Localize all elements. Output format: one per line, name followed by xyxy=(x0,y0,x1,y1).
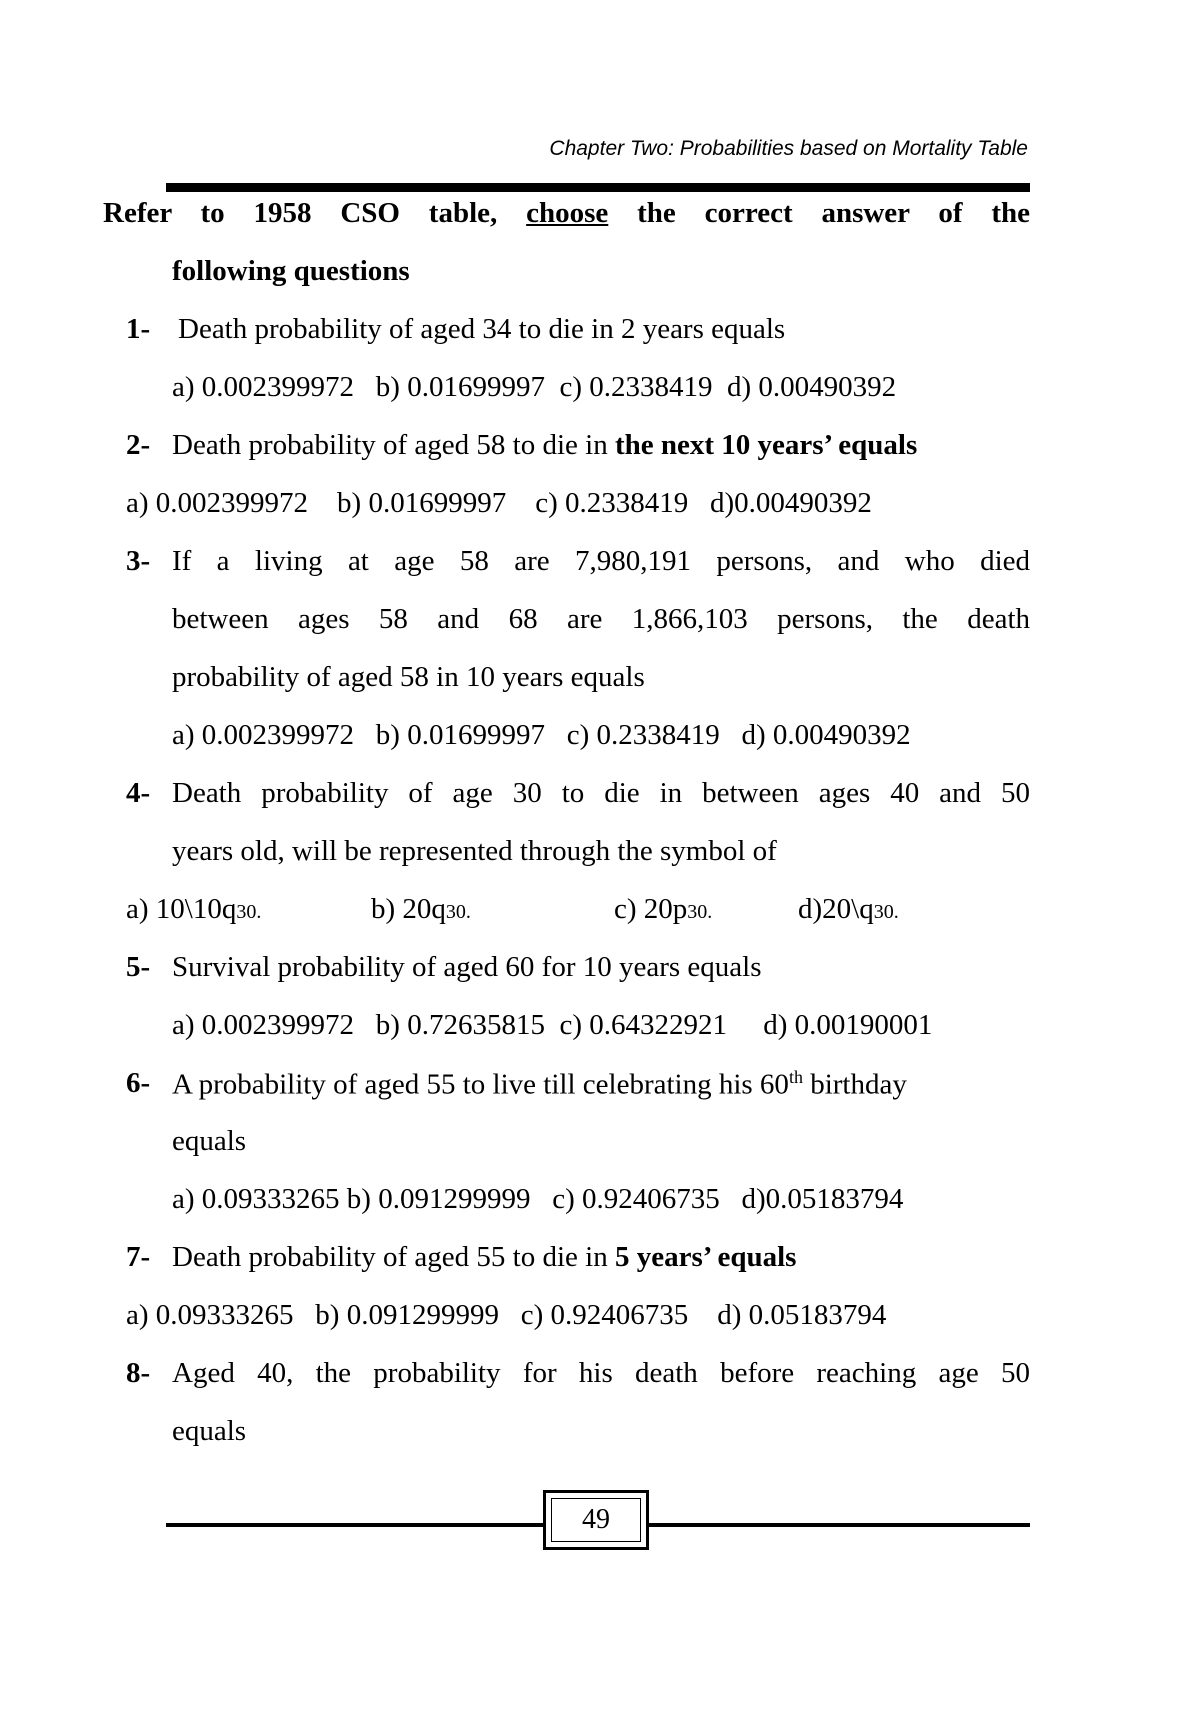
question-number: 3- xyxy=(126,545,151,577)
intro-line-2: following questions xyxy=(172,255,410,287)
answer-options xyxy=(126,1300,886,1332)
option-d: d)0.00490392 xyxy=(709,487,872,519)
page-number: 49 xyxy=(551,1498,641,1542)
option-a: a) 10\10q30. xyxy=(126,893,262,925)
question-text-line-1: If a living at age 58 are 7,980,191 persons, and who died xyxy=(172,545,1030,577)
question-text-line-1 xyxy=(172,1068,907,1102)
question-text-part: Death probability of aged 55 to die in xyxy=(172,1241,608,1273)
option-d: d)0.05183794 xyxy=(741,1183,904,1215)
option-a: a) 0.09333265 xyxy=(172,1183,340,1215)
question-number: 5- xyxy=(126,951,151,983)
answer-options xyxy=(172,720,911,752)
option-b: b) 0.72635815 xyxy=(375,1009,545,1041)
option-a: a) 0.002399972 xyxy=(126,487,309,519)
option-d: d) 0.05183794 xyxy=(717,1299,887,1331)
ordinal-suffix: th xyxy=(788,1067,803,1087)
question-text-part: birthday xyxy=(810,1068,907,1101)
question-text xyxy=(172,1242,796,1274)
question-text-bold: 5 years’ equals xyxy=(614,1241,797,1273)
question-text-bold: the next 10 years’ equals xyxy=(614,429,918,461)
intro-part2: the correct answer of the xyxy=(637,197,1031,229)
option-d: d)20\q30. xyxy=(798,893,899,925)
question-text-line-3: probability of aged 58 in 10 years equals xyxy=(172,661,645,693)
option-d: d) 0.00490392 xyxy=(726,371,897,403)
option-b: b) 0.01699997 xyxy=(375,719,545,751)
question-text: Survival probability of aged 60 for 10 years equals xyxy=(172,951,762,983)
question-number: 7- xyxy=(126,1241,151,1273)
header-rule xyxy=(166,183,1030,192)
answer-options xyxy=(172,1010,932,1042)
option-c: c) 0.64322921 xyxy=(559,1009,727,1041)
option-a: a) 0.002399972 xyxy=(172,1009,355,1041)
option-c: c) 20p30. xyxy=(614,893,713,925)
option-c: c) 0.2338419 xyxy=(559,371,713,403)
question-text-line-1: Aged 40, the probability for his death before reaching age 50 xyxy=(172,1357,1030,1389)
question-number: 4- xyxy=(126,777,151,809)
footer-rule-right xyxy=(649,1523,1030,1527)
question-text-line-2: years old, will be represented through the symbol of xyxy=(172,835,777,867)
question-number: 8- xyxy=(126,1357,151,1389)
option-a: a) 0.09333265 xyxy=(126,1299,294,1331)
page-number-box xyxy=(543,1490,649,1550)
question-text-part: Death probability of aged 58 to die in xyxy=(172,429,608,461)
option-d: d) 0.00190001 xyxy=(763,1009,933,1041)
option-b: b) 20q30. xyxy=(371,893,471,925)
option-c: c) 0.2338419 xyxy=(566,719,720,751)
question-text-line-1: Death probability of age 30 to die in between ages 40 and 50 xyxy=(172,777,1030,809)
option-b: b) 0.091299999 xyxy=(315,1299,499,1331)
answer-options xyxy=(172,372,896,404)
question-text-line-2: equals xyxy=(172,1125,247,1157)
question-text xyxy=(172,430,917,462)
option-c: c) 0.92406735 xyxy=(520,1299,689,1331)
question-number: 2- xyxy=(126,429,151,461)
option-b: b) 0.091299999 xyxy=(346,1183,531,1215)
answer-options xyxy=(126,488,1006,520)
question-number: 6- xyxy=(126,1067,151,1099)
chapter-header: Chapter Two: Probabilities based on Mortality Table xyxy=(549,137,1028,160)
option-a: a) 0.002399972 xyxy=(172,719,355,751)
option-a: a) 0.002399972 xyxy=(172,371,355,403)
intro-emphasis: choose xyxy=(526,197,609,229)
intro-part1: Refer to 1958 CSO table, xyxy=(103,197,498,229)
question-text-line-2: between ages 58 and 68 are 1,866,103 persons, the death xyxy=(172,603,1030,635)
footer-rule-left xyxy=(166,1523,543,1527)
option-c: c) 0.92406735 xyxy=(552,1183,720,1215)
question-text: Death probability of aged 34 to die in 2 years equals xyxy=(178,313,786,345)
option-b: b) 0.01699997 xyxy=(375,371,545,403)
answer-options xyxy=(172,1184,903,1216)
question-number: 1- xyxy=(126,313,151,345)
option-c: c) 0.2338419 xyxy=(535,487,689,519)
question-text-line-2: equals xyxy=(172,1415,247,1447)
question-text-part: A probability of aged 55 to live till celebrating his 60 xyxy=(172,1068,789,1101)
option-d: d) 0.00490392 xyxy=(741,719,911,751)
option-b: b) 0.01699997 xyxy=(337,487,507,519)
intro-line-1 xyxy=(103,198,1030,230)
